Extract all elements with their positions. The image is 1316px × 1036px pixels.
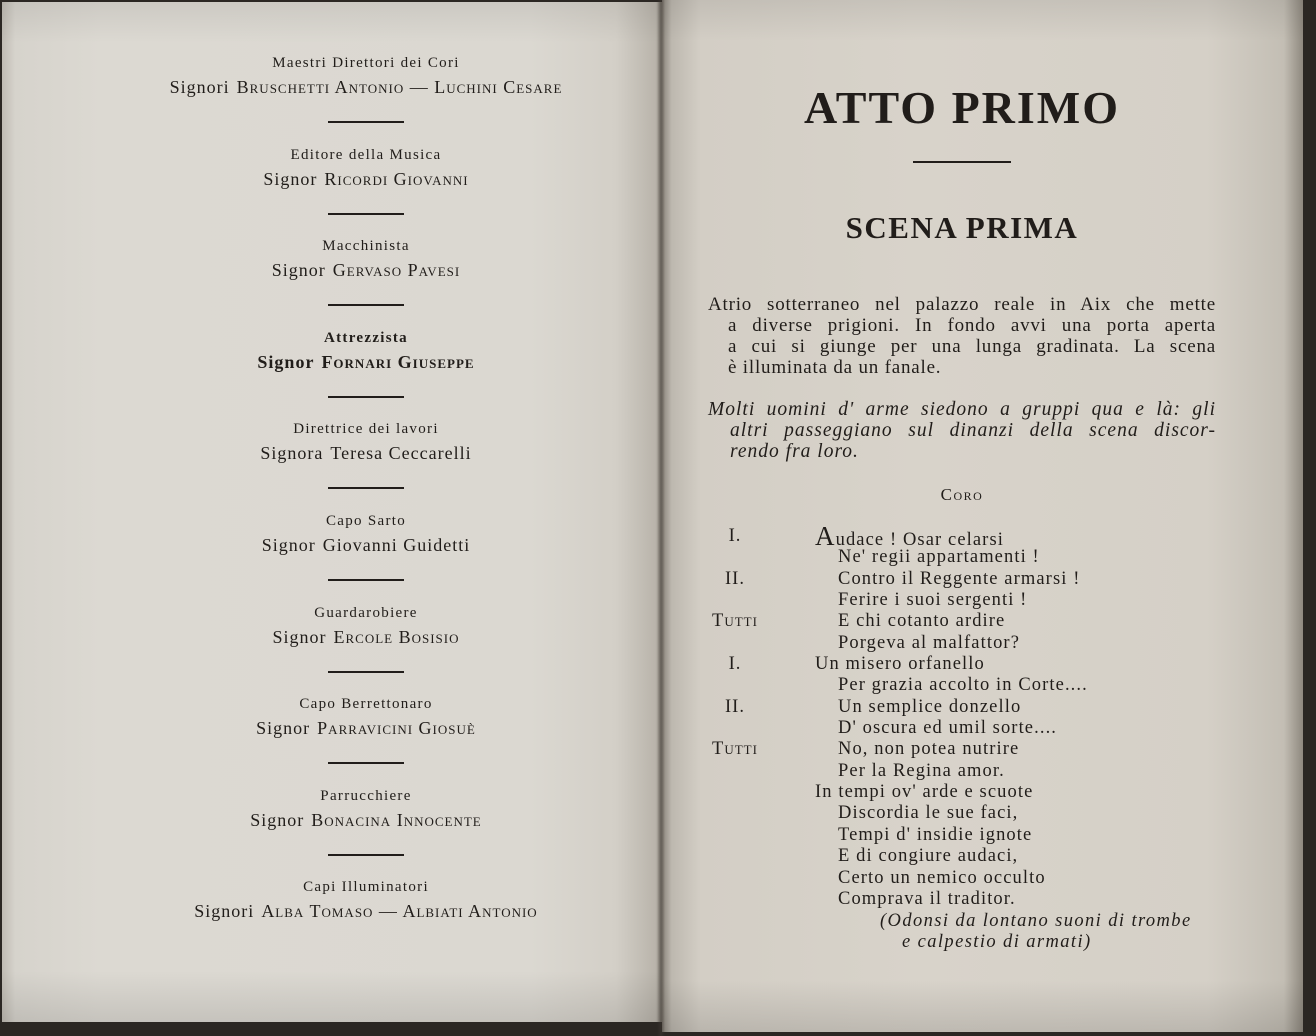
setting-line: è illuminata da un fanale. xyxy=(728,357,942,378)
credit-person xyxy=(70,75,662,99)
divider-rule xyxy=(328,671,404,673)
credit-name: Parravicini Giosuè xyxy=(317,718,476,739)
credit-title: Signor xyxy=(250,809,305,830)
verse-row xyxy=(708,675,1216,696)
credit-title: Signor xyxy=(261,534,316,555)
verse-text: Per la Regina amor. xyxy=(838,760,1005,781)
book-gutter xyxy=(657,0,665,1036)
credit-block xyxy=(70,877,662,969)
verse-row xyxy=(708,697,1216,718)
credit-person xyxy=(70,533,662,557)
verse-speaker xyxy=(708,718,762,739)
credit-title: Signor xyxy=(257,351,315,372)
right-page xyxy=(662,0,1303,1032)
verse-list xyxy=(708,521,1216,910)
verse-text: Certo un nemico occulto xyxy=(838,867,1046,888)
verse-speaker xyxy=(708,633,762,654)
credit-person xyxy=(70,167,662,191)
credit-block xyxy=(70,236,662,328)
setting-line: Atrio sotterraneo nel palazzo reale in Aix che mette xyxy=(708,294,1216,315)
divider-rule xyxy=(328,579,404,581)
divider-rule xyxy=(328,121,404,123)
chorus-heading: Coro xyxy=(940,485,984,504)
verse-row xyxy=(708,718,1216,739)
credit-role: Guardarobiere xyxy=(314,604,418,621)
credit-title: Signor xyxy=(272,626,327,647)
credit-name: Gervaso Pavesi xyxy=(332,260,461,281)
verse-speaker xyxy=(708,825,762,846)
verse-speaker: Tutti xyxy=(712,739,758,760)
credit-title: Signori xyxy=(194,901,255,922)
setting-line: a diverse prigioni. In fondo avvi una porta aperta xyxy=(728,315,1216,336)
setting-line: a cui si giunge per una lunga gradinata. La scena xyxy=(728,336,1216,357)
verse-row xyxy=(708,739,1216,760)
verse-row xyxy=(708,590,1216,611)
scene-setting xyxy=(708,294,1216,378)
verse-speaker xyxy=(708,761,762,782)
verse-speaker xyxy=(708,547,762,568)
stage-action xyxy=(708,399,1216,462)
verse-text: Discordia le sue faci, xyxy=(838,803,1019,824)
divider-rule xyxy=(328,213,404,215)
credit-person xyxy=(70,441,662,465)
credit-name: Bonacina Innocente xyxy=(311,809,482,830)
verse-row xyxy=(708,782,1216,803)
verse-speaker xyxy=(708,782,762,803)
right-page-content xyxy=(708,0,1216,1032)
verse-text: Tempi d' insidie ignote xyxy=(838,824,1033,845)
verse-text: Porgeva al malfattor? xyxy=(838,632,1021,653)
credit-name: Fornari Giuseppe xyxy=(321,351,475,372)
verse-row xyxy=(708,868,1216,889)
divider-rule xyxy=(328,396,404,398)
divider-rule xyxy=(328,854,404,856)
stage-direction-line: e calpestio di armati) xyxy=(902,932,1092,952)
credit-title: Signora xyxy=(260,443,324,464)
verse-text: Un semplice donzello xyxy=(838,696,1022,717)
verse-speaker xyxy=(708,675,762,696)
credit-block xyxy=(70,694,662,786)
verse-speaker xyxy=(708,590,762,611)
credit-role: Editore della Musica xyxy=(290,146,442,163)
credit-title: Signor xyxy=(271,260,326,281)
credit-block xyxy=(70,786,662,878)
verse-text: In tempi ov' arde e scuote xyxy=(815,782,1034,803)
divider-rule xyxy=(328,304,404,306)
credit-block xyxy=(70,419,662,511)
verse-row xyxy=(708,761,1216,782)
verse-speaker: II. xyxy=(725,696,745,717)
verse-row xyxy=(708,889,1216,910)
credit-person xyxy=(70,625,662,649)
scene-title: SCENA PRIMA xyxy=(845,210,1079,245)
verse-row xyxy=(708,633,1216,654)
credit-role: Capi Illuminatori xyxy=(303,879,429,896)
credit-role: Macchinista xyxy=(322,238,410,255)
credit-block xyxy=(70,511,662,603)
verse-speaker: I. xyxy=(728,654,742,675)
verse-text: Per grazia accolto in Corte.... xyxy=(838,675,1088,696)
credit-person xyxy=(70,716,662,740)
credit-block xyxy=(70,145,662,237)
credit-role: Attrezzista xyxy=(324,329,408,346)
verse-row xyxy=(708,547,1216,568)
verse-text: E chi cotanto ardire xyxy=(838,611,1006,632)
credit-name: Ercole Bosisio xyxy=(333,626,460,647)
divider-rule xyxy=(328,487,404,489)
credit-role: Direttrice dei lavori xyxy=(293,421,439,438)
credit-role: Parrucchiere xyxy=(320,787,412,804)
verse-row xyxy=(708,654,1216,675)
verse-text: D' oscura ed umil sorte.... xyxy=(838,718,1058,739)
stage-direction xyxy=(708,911,1216,953)
verse-text: No, non potea nutrire xyxy=(838,739,1020,760)
credit-name: Ricordi Giovanni xyxy=(324,168,469,189)
verse-speaker: II. xyxy=(725,568,745,589)
verse-text: Un misero orfanello xyxy=(815,654,985,675)
credit-title: Signor xyxy=(256,718,311,739)
verse-row xyxy=(708,803,1216,824)
verse-text: Audace ! Osar celarsi xyxy=(815,521,1004,551)
credit-role: Capo Berrettonaro xyxy=(299,696,433,713)
verse-text: Ferire i suoi sergenti ! xyxy=(838,590,1028,611)
verse-speaker xyxy=(708,803,762,824)
credit-person xyxy=(70,258,662,282)
credits-list xyxy=(70,53,662,969)
act-title: ATTO PRIMO xyxy=(803,82,1121,133)
verse-text: Contro il Reggente armarsi ! xyxy=(838,568,1081,589)
verse-speaker xyxy=(708,846,762,867)
credit-name: Bruschetti Antonio — Luchini Cesare xyxy=(236,77,563,97)
credit-block xyxy=(70,328,662,420)
divider-rule xyxy=(913,161,1011,163)
credit-title: Signor xyxy=(263,168,318,189)
verse-speaker: I. xyxy=(728,526,742,546)
verse-speaker xyxy=(708,868,762,889)
verse-speaker xyxy=(708,889,762,910)
verse-row xyxy=(708,611,1216,632)
credit-person xyxy=(70,899,662,923)
verse-text: Comprava il traditor. xyxy=(838,888,1016,909)
credit-role: Capo Sarto xyxy=(325,512,407,529)
divider-rule xyxy=(328,762,404,764)
stage-direction-line: (Odonsi da lontano suoni di trombe xyxy=(880,911,1192,931)
credit-name: Giovanni Guidetti xyxy=(322,534,471,555)
verse-row xyxy=(708,569,1216,590)
verse-row xyxy=(708,846,1216,867)
action-line: rendo fra loro. xyxy=(730,441,859,462)
credit-person xyxy=(70,808,662,832)
credit-person xyxy=(70,350,662,374)
left-page xyxy=(2,2,662,1022)
verse-text: Ne' regii appartamenti ! xyxy=(838,547,1040,568)
verse-text: E di congiure audaci, xyxy=(838,846,1019,867)
credit-name: Alba Tomaso — Albiati Antonio xyxy=(261,901,538,922)
credit-block xyxy=(70,53,662,145)
credit-title: Signori xyxy=(169,77,230,97)
credit-block xyxy=(70,603,662,695)
verse-row xyxy=(708,825,1216,846)
verse-row xyxy=(708,521,1216,551)
action-line: Molti uomini d' arme siedono a gruppi qua e là: gli xyxy=(708,399,1216,420)
action-line: altri passeggiano sul dinanzi della scena discor- xyxy=(730,420,1216,441)
verse-speaker: Tutti xyxy=(712,611,758,632)
credit-role: Maestri Direttori dei Cori xyxy=(272,55,460,71)
credit-name: Teresa Ceccarelli xyxy=(330,443,472,464)
